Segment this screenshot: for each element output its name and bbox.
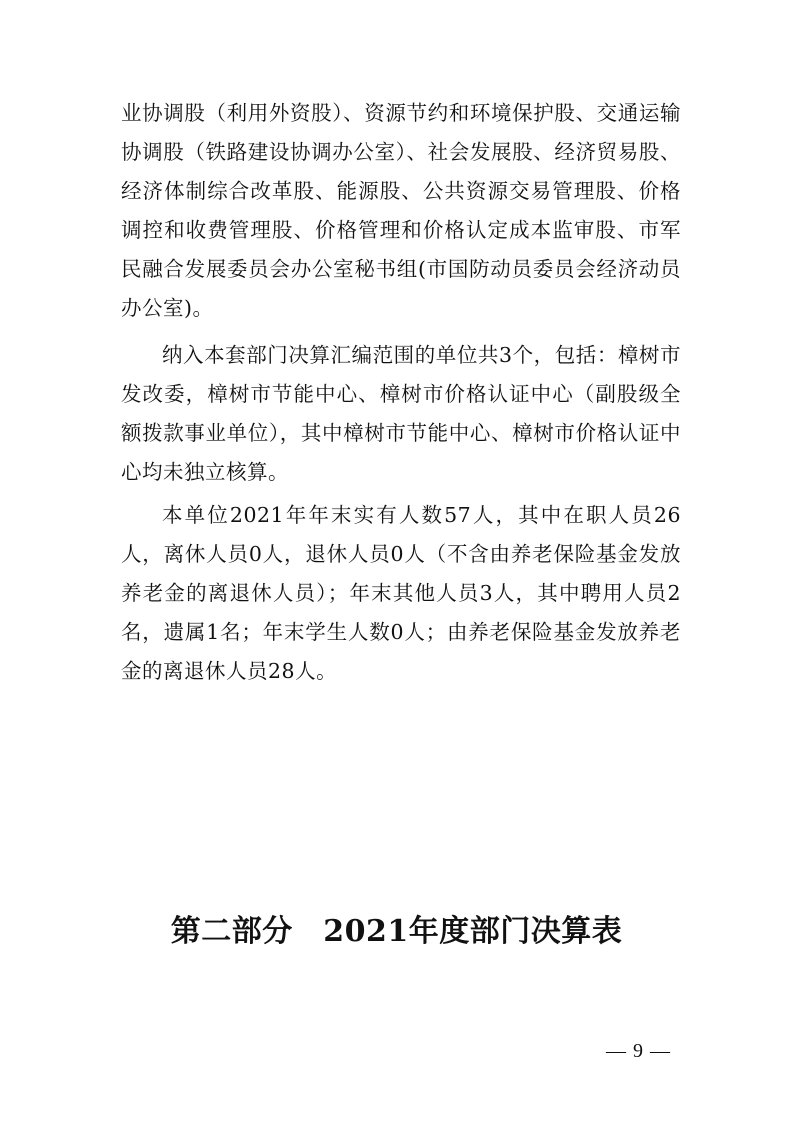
- paragraph-staffing: 本单位2021年年末实有人数57人，其中在职人员26人，离休人员0人，退休人员0人（不含由养老保险基金发放养老金的离退休人员）；年末其他人员3人，其中聘用人员2名，遗属1名；年末学生人数0人；由养老保险基金发放养老金的离退休人员28人。: [121, 503, 681, 683]
- page-number: — 9 —: [606, 1040, 671, 1062]
- document-body: [121, 94, 681, 691]
- paragraph-departments-continued: 业协调股（利用外资股）、资源节约和环境保护股、交通运输协调股（铁路建设协调办公室）、社会发展股、经济贸易股、经济体制综合改革股、能源股、公共资源交易管理股、价格调控和收费管理股、价格管理和价格认定成本监审股、市军民融合发展委员会办公室秘书组(市国防动员委员会经济动员办公室)。: [121, 101, 681, 320]
- section-title: 第二部分 2021年度部门决算表: [170, 914, 623, 949]
- paragraph-included-units: 纳入本套部门决算汇编范围的单位共3个，包括：樟树市发改委，樟树市节能中心、樟树市价格认证中心（副股级全额拨款事业单位），其中樟树市节能中心、樟树市价格认证中心均未独立核算。: [121, 343, 681, 484]
